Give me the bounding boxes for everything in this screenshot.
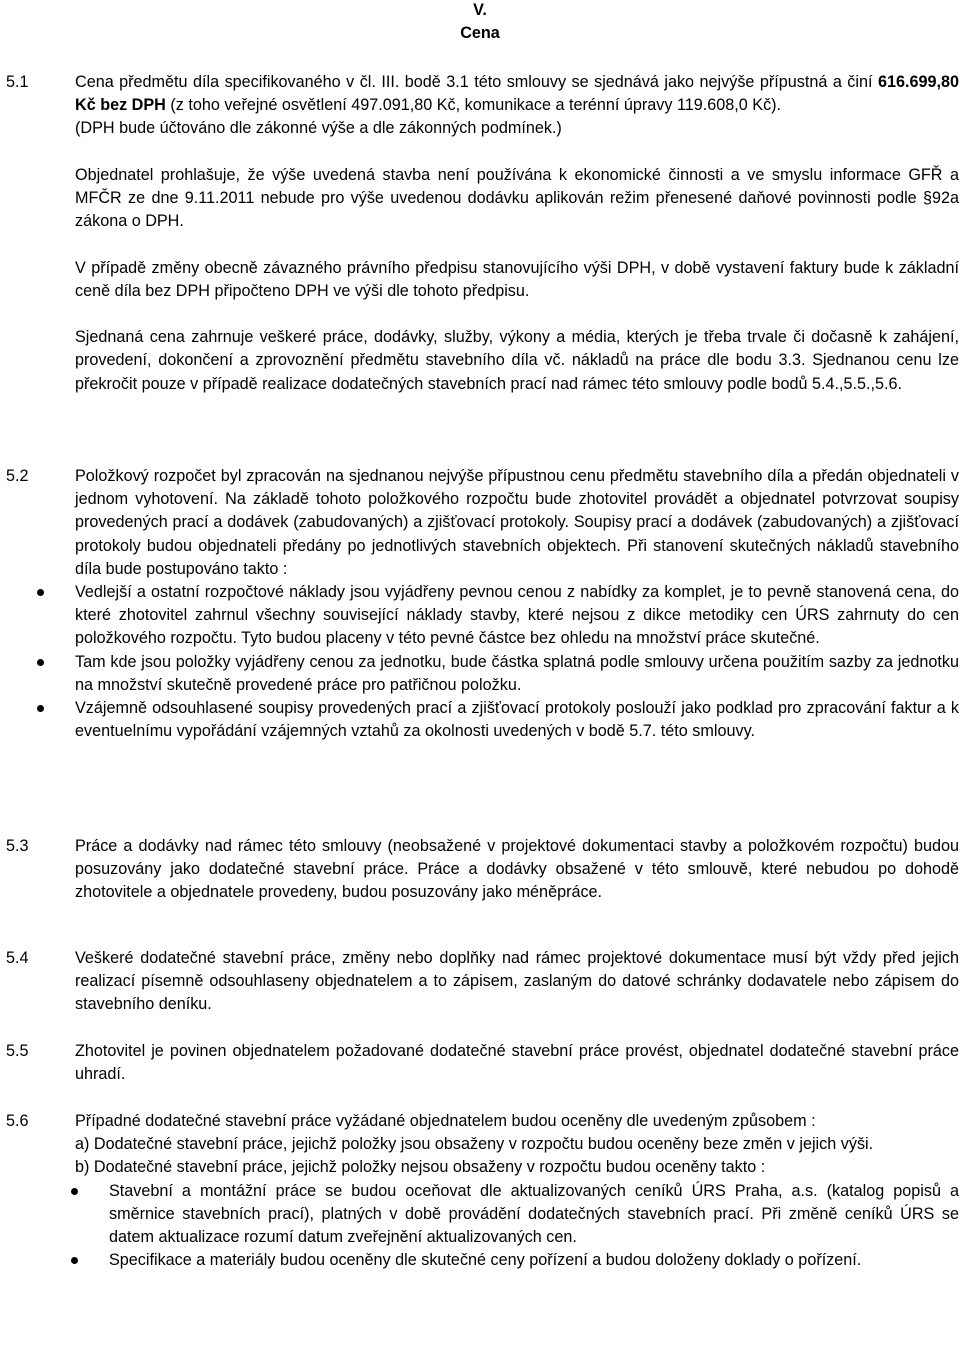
price-text-breakdown: (z toho veřejné osvětlení 497.091,80 Kč, komunikace a terénní úpravy 119.608,0 Kč). [165,96,782,115]
section-body [75,835,959,905]
price-text-intro: Cena předmětu díla specifikovaného v čl. III. bodě 3.1 této smlouvy se sjednává jako nejvýše přípustná a činí [75,73,878,91]
list-item [75,581,959,651]
section-body [75,71,959,396]
list-item [109,1249,959,1272]
list-item [109,1180,959,1250]
approval-paragraph: Veškeré dodatečné stavební práce, změny nebo doplňky nad rámec projektové dokumentace musí být vždy před jejich realizací písemně odsouhlaseny objednatelem a to zápisem, zaslaným do datové schránky dodavatele nebo zápisem do stavebního deníku. [75,949,959,1014]
chapter-title: Cena [460,24,500,42]
list-item [75,697,959,743]
price-scope-clause: Sjednaná cena zahrnuje veškeré práce, dodávky, služby, výkony a média, kterých je třeba trvale či dočasně k zahájení, provedení, dokončení a zprovoznění předmětu stavebního díla vč. nákladů na práce dle bodu 3.3. Sjednanou cenu lze překročit pouze v případě realizace dodatečných stavebních prací nad rámec této smlouvy podle bodů 5.4.,5.5.,5.6. [75,328,959,393]
vat-declaration: Objednatel prohlašuje, že výše uvedená stavba není používána k ekonomické činnosti a ve smyslu informace GFŘ a MFČR ze dne 9.11.2011 nebude pro výše uvedenou dodávku aplikován režim přenesené daňové povinnosti podle §92a zákona o DPH. [75,165,959,231]
vat-note: (DPH bude účtováno dle zákonné výše a dle zákonných podmínek.) [75,119,562,138]
list-item-text: Vedlejší a ostatní rozpočtové náklady jsou vyjádřeny pevnou cenou z nabídky za komplet, je to pevně stanovená cena, do které zhotovitel zahrnul všechny související náklady stavby, které nejsou z dikce metodiky cen ÚRS zahrnuty do cen položkového rozpočtu. Tyto budou placeny v této pevné částce bez ohledu na množství práce skutečné. [75,583,959,648]
section-number: 5.2 [6,467,29,485]
cost-rules-list [75,581,959,743]
list-item-text: Tam kde jsou položky vyjádřeny cenou za jednotku, bude částka splatná podle smlouvy určena použitím sazby za jednotku na množství skutečně provedené práce pro patřičnou položku. [75,652,959,694]
section-body [75,1110,959,1272]
list-item-text: Specifikace a materiály budou oceněny dle skutečné ceny pořízení a budou doloženy doklady o pořízení. [109,1251,862,1270]
vat-change-clause: V případě změny obecně závazného právního předpisu stanovujícího výši DPH, v době vystavení faktury bude k základní ceně díla bez DPH připočteno DPH ve výši dle tohoto předpisu. [75,258,959,300]
pricing-option-b: b) Dodatečné stavební práce, jejichž položky nejsou obsaženy v rozpočtu budou oceněny takto : [75,1158,766,1177]
list-item-text: Stavební a montážní práce se budou oceňovat dle aktualizovaných ceníků ÚRS Praha, a.s. (katalog popisů a směrnice stavebních prací), platných v době provádění dodatečných stavebních prací. Při změně ceníků ÚRS se datem aktualizace rozumí datum zveřejnění aktualizovaných cen. [109,1181,959,1247]
bullet-icon [71,1188,78,1195]
price-paragraph [75,71,959,117]
bullet-icon [71,1257,78,1264]
pricing-rules-list [109,1180,959,1273]
list-item-text: Vzájemně odsouhlasené soupisy provedených prací a zjišťovací protokoly poslouží jako podklad pro zpracování faktur a k eventuelnímu vypořádání vzájemných vztahů za okolnosti uvedených v bodě 5.7. této smlouvy. [75,699,959,741]
section-number: 5.5 [6,1042,29,1060]
bullet-icon [37,589,44,596]
bullet-icon [37,659,44,666]
section-number: 5.6 [6,1112,29,1130]
extra-work-paragraph: Práce a dodávky nad rámec této smlouvy (neobsažené v projektové dokumentaci stavby a položkovém rozpočtu) budou posuzovány jako dodatečné stavební práce. Práce a dodávky obsažené v této smlouvě, které nebudou po dohodě zhotovitele a objednatele provedeny, budou posuzovány jako méněpráce. [75,837,959,902]
budget-paragraph: Položkový rozpočet byl zpracován na sjednanou nejvýše přípustnou cenu předmětu stavebního díla a předán objednateli v jednom vyhotovení. Na základě tohoto položkového rozpočtu bude zhotovitel provádět a objednatel potvrzovat soupisy provedených prací a dodávek (zabudovaných) a zjišťovací protokoly. Soupisy prací a dodávek (zabudovaných) a zjišťovací protokoly budou objednateli předány po jednotlivých stavebních objektech. Při stanovení skutečných nákladů stavebního díla bude postupováno takto : [75,467,959,578]
section-body [75,947,959,1017]
section-number: 5.1 [6,73,29,91]
chapter-number: V. [473,1,487,19]
list-item [75,651,959,697]
section-number: 5.4 [6,949,29,967]
section-body [75,1040,959,1086]
pricing-option-a: a) Dodatečné stavební práce, jejichž položky jsou obsaženy v rozpočtu budou oceněny beze změn v jejich výši. [75,1135,874,1154]
bullet-icon [37,705,44,712]
price-amount: 616.699,80 Kč bez DPH [75,73,959,115]
section-body [75,465,959,743]
pricing-method-intro: Případné dodatečné stavební práce vyžádané objednatelem budou oceněny dle uvedeným způsobem : [75,1112,816,1130]
obligation-paragraph: Zhotovitel je povinen objednatelem požadované dodatečné stavební práce provést, objednatel dodatečné stavební práce uhradí. [75,1042,959,1084]
section-number: 5.3 [6,837,29,855]
